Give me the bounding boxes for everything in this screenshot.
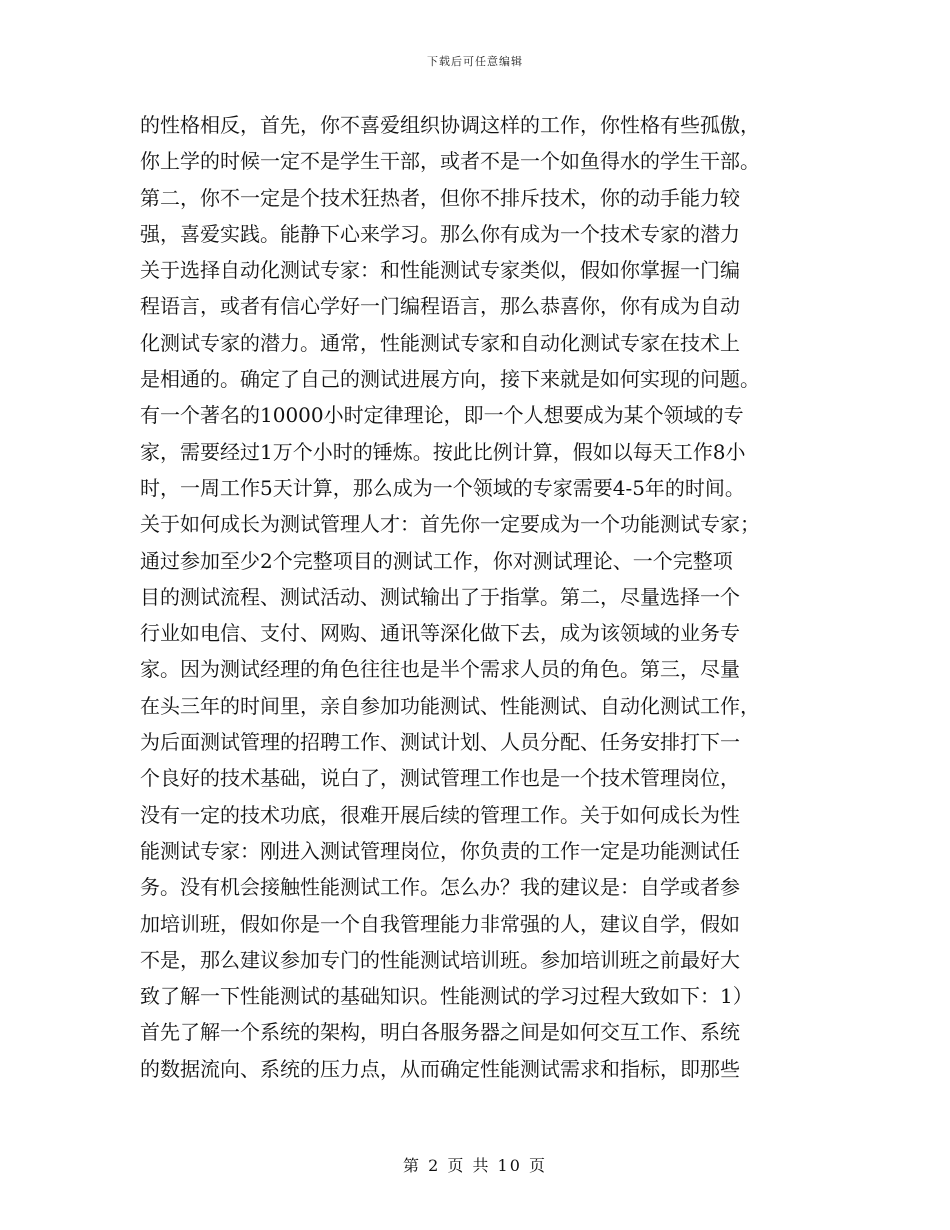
- text-line: 个良好的技术基础，说白了，测试管理工作也是一个技术管理岗位，: [140, 766, 740, 791]
- text-line: 强，喜爱实践。能静下心来学习。那么你有成为一个技术专家的潜力: [140, 221, 740, 246]
- text-line: 的性格相反，首先，你不喜爱组织协调这样的工作，你性格有些孤傲，: [140, 113, 760, 137]
- text-line: 通过参加至少2个完整项目的测试工作，你对测试理论、一个完整项: [140, 548, 733, 573]
- text-line: 关于选择自动化测试专家：和性能测试专家类似，假如你掌握一门编: [140, 258, 740, 283]
- text-line: 家。因为测试经理的角色往往也是半个需求人员的角色。第三，尽量: [140, 657, 740, 682]
- text-line: 有一个著名的10000小时定律理论，即一个人想要成为某个领域的专: [140, 403, 744, 428]
- text-line: 首先了解一个系统的架构，明白各服务器之间是如何交互工作、系统: [140, 1020, 740, 1045]
- document-body: [140, 107, 820, 1087]
- text-line: 致了解一下性能测试的基础知识。性能测试的学习过程大致如下：1）: [140, 984, 753, 1009]
- page-footer: 第 2 页 共 10 页: [403, 1156, 547, 1175]
- text-line: 不是，那么建议参加专门的性能测试培训班。参加培训班之前最好大: [140, 947, 740, 972]
- text-line: 务。没有机会接触性能测试工作。怎么办？我的建议是：自学或者参: [140, 875, 740, 900]
- text-line: 能测试专家：刚进入测试管理岗位，你负责的工作一定是功能测试任: [140, 838, 740, 863]
- text-line: 关于如何成长为测试管理人才：首先你一定要成为一个功能测试专家；: [140, 512, 760, 537]
- text-line: 时，一周工作5天计算，那么成为一个领域的专家需要4-5年的时间。: [140, 475, 745, 500]
- text-line: 你上学的时候一定不是学生干部，或者不是一个如鱼得水的学生干部。: [140, 149, 760, 174]
- text-line: 第二，你不一定是个技术狂热者，但你不排斥技术，你的动手能力较: [140, 185, 740, 210]
- text-line: 目的测试流程、测试活动、测试输出了于指掌。第二，尽量选择一个: [140, 584, 740, 609]
- page-header: 下载后可任意编辑: [427, 55, 523, 68]
- text-line: 化测试专家的潜力。通常，性能测试专家和自动化测试专家在技术上: [140, 330, 740, 355]
- text-line: 的数据流向、系统的压力点，从而确定性能测试需求和指标，即那些: [140, 1056, 740, 1081]
- text-line: 是相通的。确定了自己的测试进展方向，接下来就是如何实现的问题。: [140, 367, 760, 392]
- text-line: 为后面测试管理的招聘工作、测试计划、人员分配、任务安排打下一: [140, 730, 740, 755]
- text-line: 家，需要经过1万个小时的锤炼。按此比例计算，假如以每天工作8小: [140, 439, 746, 464]
- text-line: 没有一定的技术功底，很难开展后续的管理工作。关于如何成长为性: [140, 802, 740, 827]
- text-line: 加培训班，假如你是一个自我管理能力非常强的人，建议自学，假如: [140, 911, 740, 936]
- text-line: 在头三年的时间里，亲自参加功能测试、性能测试、自动化测试工作，: [140, 693, 760, 718]
- text-line: 程语言，或者有信心学好一门编程语言，那么恭喜你，你有成为自动: [140, 294, 740, 319]
- text-line: 行业如电信、支付、网购、通讯等深化做下去，成为该领域的业务专: [140, 621, 740, 646]
